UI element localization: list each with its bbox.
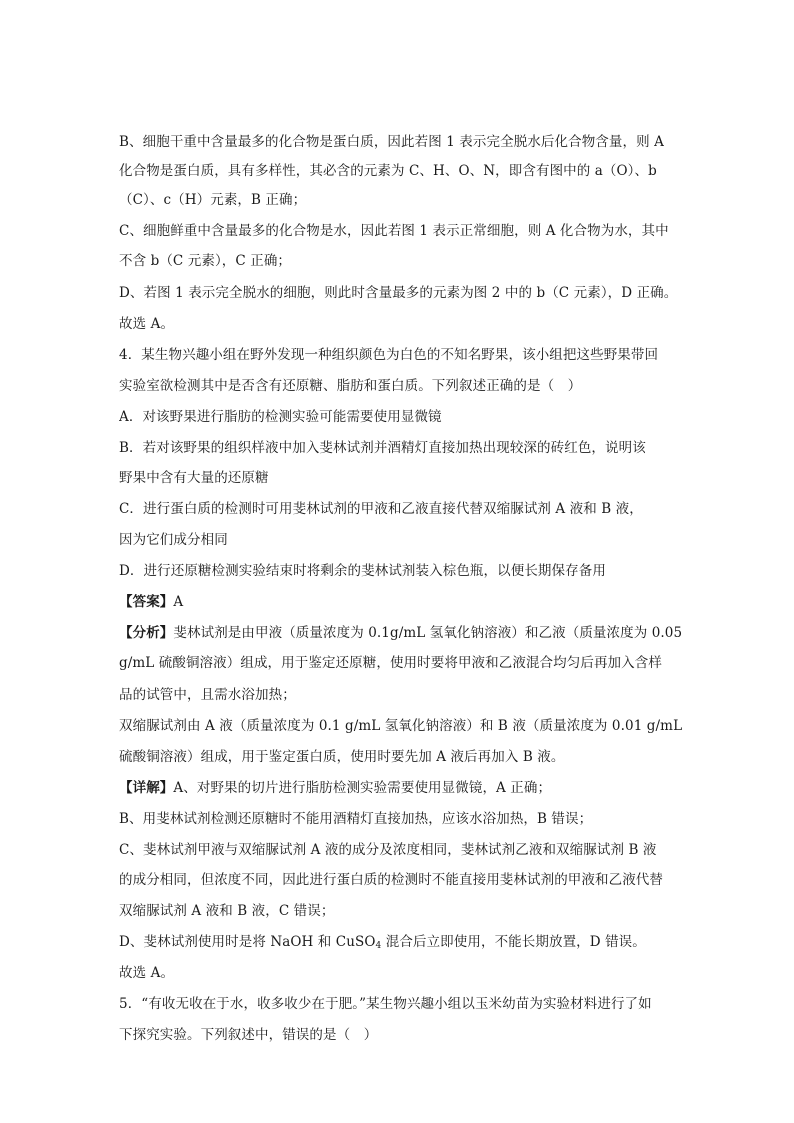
- option-c: 因为它们成分相同: [119, 532, 228, 548]
- text-segment: D、斐林试剂使用时是将 NaOH 和 CuSO: [119, 934, 376, 950]
- detail-label: 【详解】: [119, 780, 174, 796]
- option-d: D．进行还原糖检测实验结束时将剩余的斐林试剂装入棕色瓶，以便长期保存备用: [119, 563, 606, 579]
- question-5-stem: 5．“有收无收在于水，收多收少在于肥。”某生物兴趣小组以玉米幼苗为实验材料进行了如: [119, 996, 652, 1012]
- answer-label: 【答案】: [119, 594, 174, 610]
- text-line: B、细胞干重中含量最多的化合物是蛋白质，因此若图 1 表示完全脱水后化合物含量，则 A: [119, 134, 664, 150]
- text-line: 故选 A。: [119, 316, 175, 332]
- analysis-text: 斐林试剂是由甲液（质量浓度为 0.1g/mL 氢氧化钠溶液）和乙液（质量浓度为 0.05: [173, 625, 683, 641]
- text-line: 品的试管中，且需水浴加热；: [119, 687, 296, 703]
- question-4-stem: 实验室欲检测其中是否含有还原糖、脂肪和蛋白质。下列叙述正确的是（ ）: [119, 378, 582, 394]
- text-line: g/mL 硫酸铜溶液）组成，用于鉴定还原糖，使用时要将甲液和乙液混合均匀后再加入含样: [119, 655, 662, 671]
- option-a: A．对该野果进行脂肪的检测实验可能需要使用显微镜: [119, 409, 442, 425]
- subscript: 4: [375, 941, 382, 951]
- text-line: B、用斐林试剂检测还原糖时不能用酒精灯直接加热，应该水浴加热，B 错误；: [119, 811, 593, 827]
- option-c: C．进行蛋白质的检测时可用斐林试剂的甲液和乙液直接代替双缩脲试剂 A 液和 B 液，: [119, 501, 643, 517]
- text-line: C、细胞鲜重中含量最多的化合物是水，因此若图 1 表示正常细胞，则 A 化合物为水，其中: [119, 223, 669, 239]
- text-line: C、斐林试剂甲液与双缩脲试剂 A 液的成分及浓度相同，斐林试剂乙液和双缩脲试剂 B 液: [119, 842, 657, 858]
- answer-line: [119, 593, 689, 611]
- text-line: [119, 933, 689, 951]
- option-b: 野果中含有大量的还原糖: [119, 470, 269, 486]
- text-line: 的成分相同，但浓度不同，因此进行蛋白质的检测时不能直接用斐林试剂的甲液和乙液代替: [119, 872, 663, 888]
- text-line: 硫酸铜溶液）组成，用于鉴定蛋白质，使用时要先加 A 液后再加入 B 液。: [119, 749, 565, 765]
- text-line: 双缩脲试剂 A 液和 B 液，C 错误；: [119, 903, 335, 919]
- text-line: 不含 b（C 元素），C 正确；: [119, 253, 292, 269]
- text-segment: 混合后立即使用，不能长期放置，D 错误。: [381, 934, 646, 950]
- detail-text: A、对野果的切片进行脂肪检测实验需要使用显微镜，A 正确；: [173, 780, 552, 796]
- detail-line: [119, 779, 689, 797]
- text-line: （C）、c（H）元素，B 正确；: [119, 192, 307, 208]
- text-line: 化合物是蛋白质，具有多样性，其必含的元素为 C、H、O、N，即含有图中的 a（O）、b: [119, 163, 657, 179]
- question-4-stem: 4．某生物兴趣小组在野外发现一种组织颜色为白色的不知名野果，该小组把这些野果带回: [119, 347, 659, 363]
- question-5-stem: 下探究实验。下列叙述中，错误的是（ ）: [119, 1027, 378, 1043]
- text-line: 故选 A。: [119, 965, 175, 981]
- analysis-label: 【分析】: [119, 625, 174, 641]
- answer-value: A: [173, 594, 184, 610]
- analysis-line: [119, 624, 689, 642]
- text-line: 双缩脲试剂由 A 液（质量浓度为 0.1 g/mL 氢氧化钠溶液）和 B 液（质量浓度为 0.01 g/mL: [119, 718, 683, 734]
- text-line: D、若图 1 表示完全脱水的细胞，则此时含量最多的元素为图 2 中的 b（C 元素），D 正确。: [119, 285, 678, 301]
- option-b: B．若对该野果的组织样液中加入斐林试剂并酒精灯直接加热出现较深的砖红色，说明该: [119, 440, 646, 456]
